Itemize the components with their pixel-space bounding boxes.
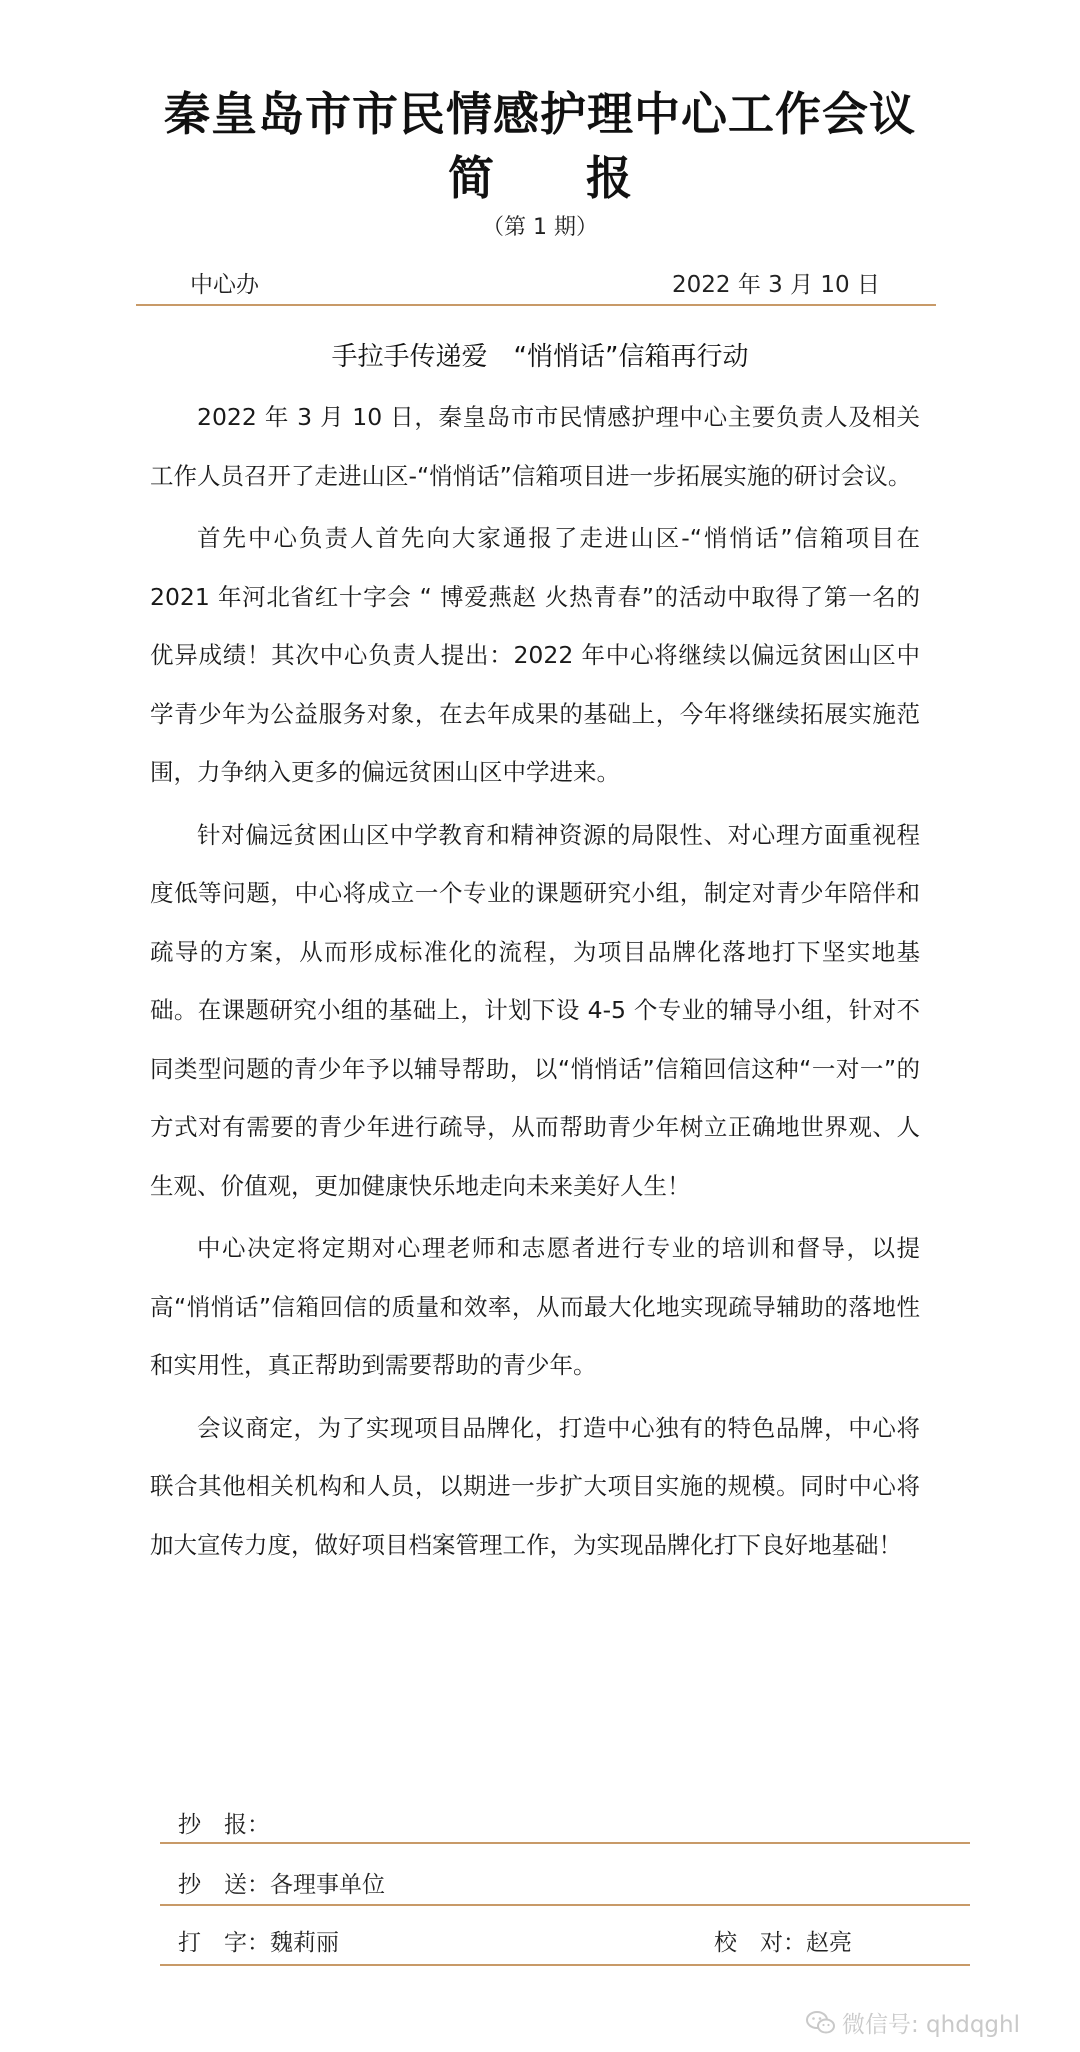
report-to-row (178, 1806, 270, 1839)
footer-divider (160, 1842, 970, 1844)
subtitle-char-2: 报 (586, 151, 632, 205)
document-subtitle (0, 142, 1080, 208)
typist-value: 魏莉丽 (270, 1930, 339, 1956)
typist-row (178, 1924, 339, 1957)
paragraph: 2022 年 3 月 10 日，秦皇岛市市民情感护理中心主要负责人及相关工作人员召开了走进山区-“悄悄话”信箱项目进一步拓展实施的研讨会议。 (150, 403, 920, 490)
footer-divider (160, 1904, 970, 1906)
issue-number: （第 1 期） (482, 215, 598, 240)
document-title: 秦皇岛市市民情感护理中心工作会议 (164, 87, 916, 141)
issue-date: 2022 年 3 月 10 日 (672, 272, 880, 298)
header-divider (136, 304, 936, 306)
subtitle-char-1: 简 (448, 151, 494, 205)
send-to-row (178, 1866, 385, 1899)
wechat-icon (806, 2010, 836, 2036)
paragraph: 中心决定将定期对心理老师和志愿者进行专业的培训和督导，以提高“悄悄话”信箱回信的质量和效率，从而最大化地实现疏导辅助的落地性和实用性，真正帮助到需要帮助的青少年。 (150, 1234, 920, 1379)
send-to-value: 各理事单位 (270, 1872, 385, 1898)
proofreader-label: 校 对： (714, 1930, 806, 1956)
article-headline: 手拉手传递爱 “悄悄话”信箱再行动 (331, 342, 749, 372)
watermark-text: 微信号: qhdqghl (842, 2012, 1021, 2038)
paragraph: 会议商定，为了实现项目品牌化，打造中心独有的特色品牌，中心将联合其他相关机构和人员，以期进一步扩大项目实施的规模。同时中心将加大宣传力度，做好项目档案管理工作，为实现品牌化打下良好地基础！ (150, 1413, 920, 1559)
proofreader (714, 1924, 852, 1957)
report-to-label: 抄 报： (178, 1812, 270, 1838)
proofreader-value: 赵亮 (806, 1930, 852, 1956)
issuer: 中心办 (190, 272, 259, 298)
article-body (150, 388, 920, 1578)
watermark (806, 2006, 1020, 2039)
send-to-label: 抄 送： (178, 1872, 270, 1898)
typist-label: 打 字： (178, 1930, 270, 1956)
paragraph: 针对偏远贫困山区中学教育和精神资源的局限性、对心理方面重视程度低等问题，中心将成立一个专业的课题研究小组，制定对青少年陪伴和疏导的方案，从而形成标准化的流程，为项目品牌化落地打下坚实地基础。在课题研究小组的基础上，计划下设 4-5 个专业的辅导小组，针对不同类型问题的青少年予以辅导帮助，以“悄悄话”信箱回信这种“一对一”的方式对有需要的青少年进行疏导，从而帮助青少年树立正确地世界观、人生观、价值观，更加健康快乐地走向未来美好人生！ (150, 820, 920, 1200)
paragraph: 首先中心负责人首先向大家通报了走进山区-“悄悄话”信箱项目在 2021 年河北省红十字会 “ 博爱燕赵 火热青春”的活动中取得了第一名的优异成绩！其次中心负责人提出：2022 年中心将继续以偏远贫困山区中学青少年为公益服务对象，在去年成果的基础上，今年将继续拓展实施范围，力争纳入更多的偏远贫困山区中学进来。 (150, 524, 920, 786)
footer-divider (160, 1964, 970, 1966)
